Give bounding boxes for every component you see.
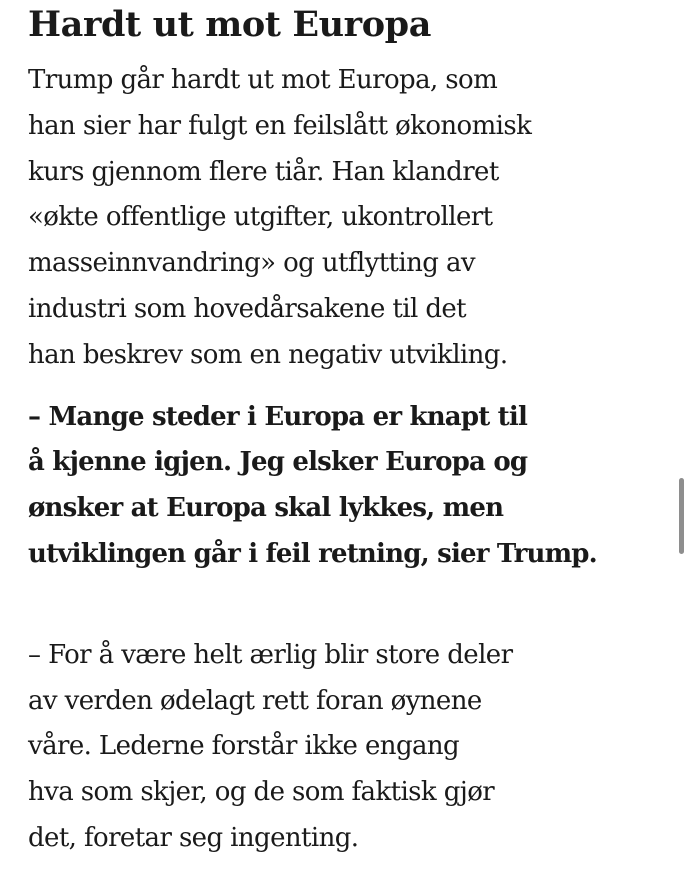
paragraph-line: han beskrev som en negativ utvikling. <box>28 339 508 370</box>
section-heading: Hardt ut mot Europa <box>28 4 432 45</box>
paragraph-line: det, foretar seg ingenting. <box>28 822 359 853</box>
paragraph-line: våre. Lederne forstår ikke engang <box>28 731 460 762</box>
body-paragraph <box>28 633 668 862</box>
quote-line: ønsker at Europa skal lykkes, men <box>28 493 504 524</box>
quote-line: – Mange steder i Europa er knapt til <box>28 401 528 432</box>
article-body <box>28 0 668 862</box>
paragraph-line: Trump går hardt ut mot Europa, som <box>28 65 498 95</box>
paragraph-line: «økte offentlige utgifter, ukontrollert <box>28 202 493 233</box>
paragraph-line: av verden ødelagt rett foran øynene <box>28 685 482 716</box>
paragraph-line: kurs gjennom flere tiår. Han klandret <box>28 156 499 187</box>
quote-paragraph <box>28 395 668 578</box>
body-paragraph <box>28 58 668 379</box>
paragraph-line: han sier har fulgt en feilslått økonomisk <box>28 110 532 141</box>
quote-line: å kjenne igjen. Jeg elsker Europa og <box>28 447 528 478</box>
paragraph-line: hva som skjer, og de som faktisk gjør <box>28 777 495 808</box>
paragraph-line: industri som hovedårsakene til det <box>28 293 467 324</box>
paragraph-line: – For å være helt ærlig blir store deler <box>28 639 513 670</box>
scrollbar-thumb[interactable] <box>679 478 684 554</box>
quote-line: utviklingen går i feil retning, sier Trump. <box>28 538 597 569</box>
paragraph-line: masseinnvandring» og utflytting av <box>28 248 475 279</box>
